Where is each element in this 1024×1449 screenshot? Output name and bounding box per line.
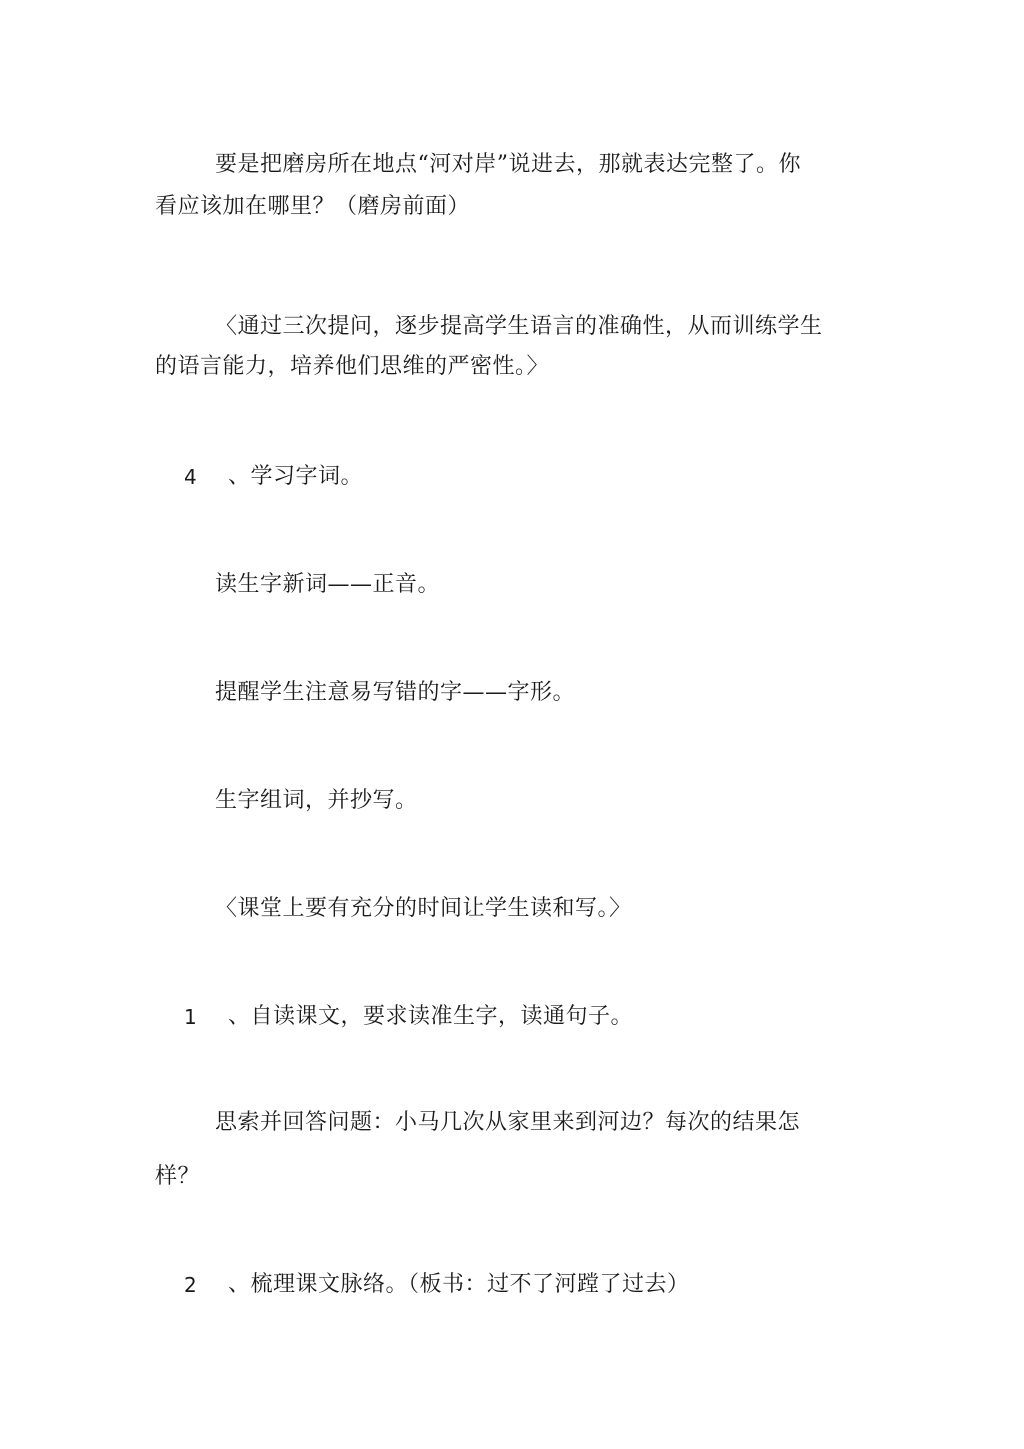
item-number: 4 (184, 465, 197, 489)
item-heading: 、自读课文，要求读准生字，读通句子。 (228, 1004, 634, 1029)
paragraph-line: 要是把磨房所在地点“河对岸”说进去，那就表达完整了。你 (215, 152, 801, 177)
item-heading: 、梳理课文脉络。（板书：过不了河蹚了过去） (228, 1272, 690, 1297)
paragraph-line: 提醒学生注意易写错的字——字形。 (215, 680, 576, 705)
paragraph-line: 读生字新词——正音。 (215, 572, 441, 597)
annotation-line: 的语言能力，培养他们思维的严密性。〉 (155, 354, 550, 379)
annotation-line: 〈通过三次提问，逐步提高学生语言的准确性，从而训练学生 (215, 314, 823, 339)
item-number: 2 (184, 1273, 197, 1297)
paragraph-line: 生字组词，并抄写。 (215, 788, 418, 813)
paragraph-line: 看应该加在哪里？（磨房前面） (155, 194, 471, 219)
item-heading: 、学习字词。 (228, 464, 364, 489)
paragraph-line: 样？ (155, 1164, 201, 1189)
item-number: 1 (184, 1005, 197, 1029)
annotation-line: 〈课堂上要有充分的时间让学生读和写。〉 (215, 896, 632, 921)
paragraph-line: 思索并回答问题：小马几次从家里来到河边？每次的结果怎 (215, 1110, 801, 1135)
